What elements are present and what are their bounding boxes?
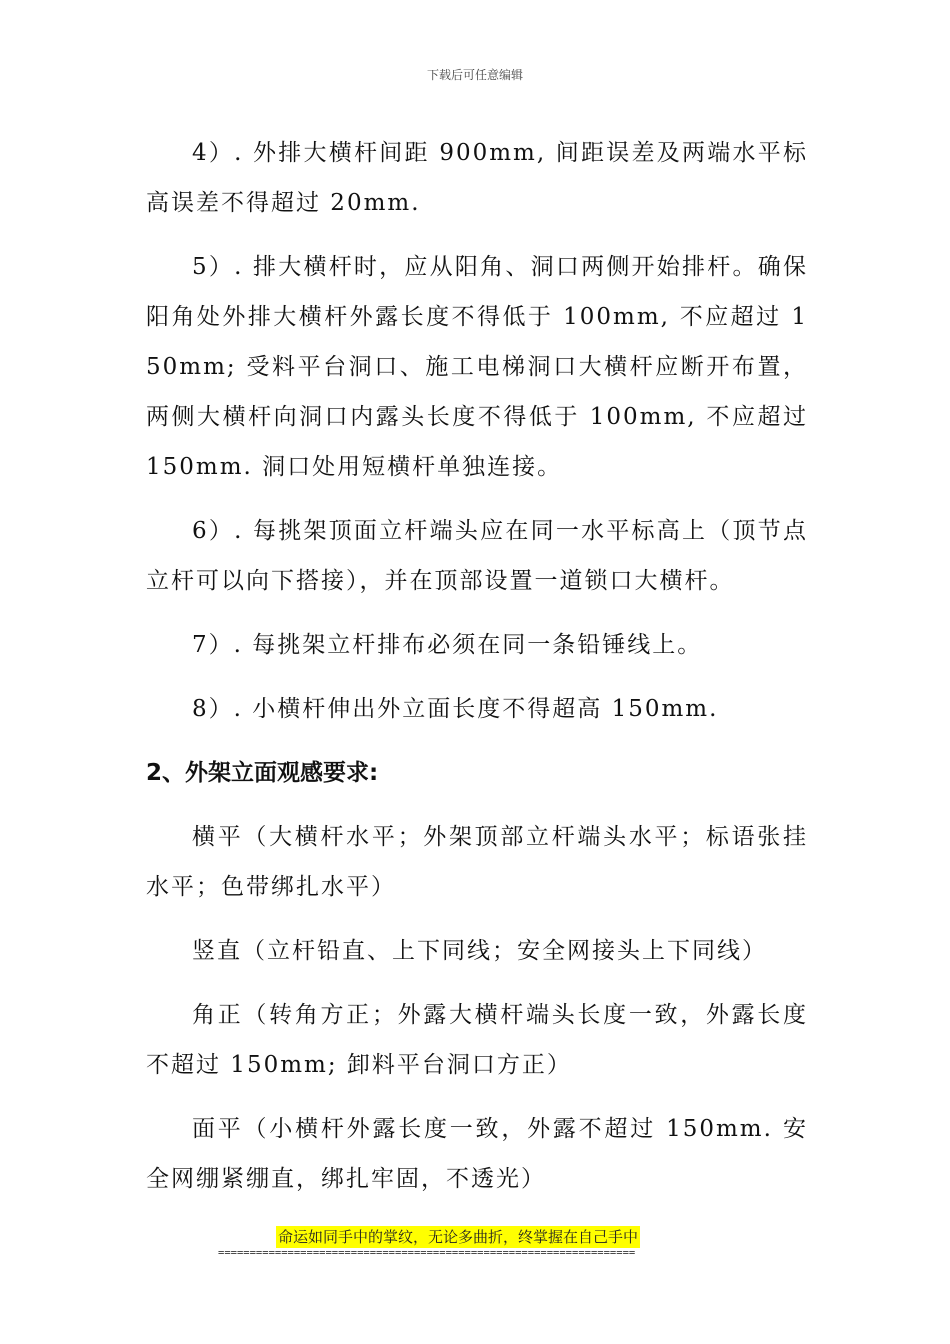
requirement-corner: 角正（转角方正；外露大横杆端头长度一致，外露长度不超过 150mm; 卸料平台洞口方正） — [146, 1002, 808, 1078]
page-header: 下载后可任意编辑 — [426, 68, 523, 82]
requirement-surface: 面平（小横杆外露长度一致，外露不超过 150mm. 安全网绷紧绷直，绑扎牢固，不透光） — [146, 1116, 808, 1192]
paragraph-item-8: 8）. 小横杆伸出外立面长度不得超高 150mm. — [192, 696, 719, 722]
document-body — [146, 128, 808, 1218]
footer-motto: 命运如同手中的掌纹，无论多曲折，终掌握在自己手中 — [278, 1228, 639, 1246]
requirement-horizontal: 横平（大横杆水平；外架顶部立杆端头水平；标语张挂水平；色带绑扎水平） — [146, 824, 808, 900]
paragraph-item-6: 6）. 每挑架顶面立杆端头应在同一水平标高上（顶节点立杆可以向下搭接），并在顶部设置一道锁口大横杆。 — [146, 518, 808, 594]
footer-divider: ================================================================== — [218, 1247, 636, 1259]
section-heading: 2、外架立面观感要求: — [146, 760, 379, 786]
paragraph-item-4: 4）. 外排大横杆间距 900mm, 间距误差及两端水平标高误差不得超过 20mm. — [146, 140, 808, 216]
paragraph-item-5: 5）. 排大横杆时，应从阳角、洞口两侧开始排杆。确保阳角处外排大横杆外露长度不得低于 100mm, 不应超过 150mm; 受料平台洞口、施工电梯洞口大横杆应断开布置，两侧大横杆向洞口内露头长度不得低于 100mm, 不应超过 150mm. 洞口处用短横杆单独连接。 — [146, 254, 808, 480]
paragraph-item-7: 7）. 每挑架立杆排布必须在同一条铅锤线上。 — [192, 632, 703, 658]
requirement-vertical: 竖直（立杆铅直、上下同线；安全网接头上下同线） — [192, 938, 767, 964]
